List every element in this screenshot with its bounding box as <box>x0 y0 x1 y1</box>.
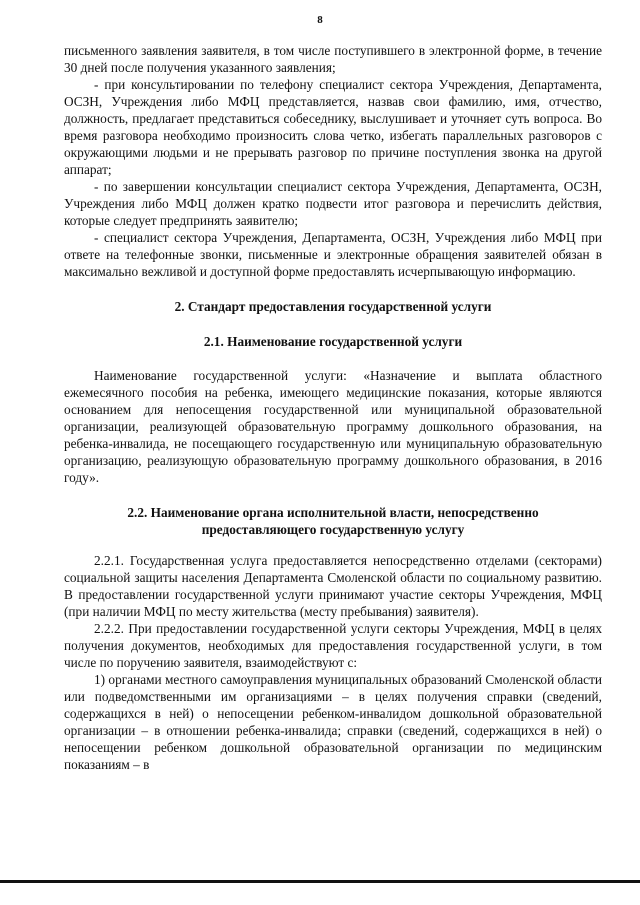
paragraph-service-name: Наименование государственной услуги: «Назначение и выплата областного ежемесячного пособия на ребенка, имеющего медицинские показания, которые являются основанием для непосещения государственной или муниципальной образовательной организации, реализующей образовательную программу дошкольного образования, на ребенка-инвалида, не посещающего государственную или муниципальную образовательную организацию, реализующую образовательную программу дошкольного образования, в 2016 году». <box>64 368 602 485</box>
page-number: 8 <box>317 14 323 26</box>
paragraph-2-2-1: 2.2.1. Государственная услуга предоставляется непосредственно отделами (секторами) социальной защиты населения Департамента Смоленской области по социальному развитию. В предоставлении государственной услуги принимают участие секторы Учреждения, МФЦ (при наличии МФЦ по месту жительства (месту пребывания) заявителя). <box>64 553 602 619</box>
paragraph-item-1: 1) органами местного самоуправления муниципальных образований Смоленской области или подведомственными им организациями – в целях получения справки (сведений, содержащихся в ней) о непосещении ребенком-инвалидом дошкольной образовательной организации – в отношении ребенка-инвалида; справки (сведений, содержащихся в ней) о непосещении ребенком дошкольной образовательной организации по медицинским показаниям – в <box>64 672 602 772</box>
paragraph-consultation-end: - по завершении консультации специалист сектора Учреждения, Департамента, ОСЗН, Учреждения либо МФЦ должен кратко подвести итог разговора и перечислить действия, которые следует предпринять заявителю; <box>64 179 602 228</box>
section-heading-standard: 2. Стандарт предоставления государственной услуги <box>174 299 492 314</box>
subsection-heading-service-name: 2.1. Наименование государственной услуги <box>203 334 463 349</box>
paragraph-phone-consulting: - при консультировании по телефону специалист сектора Учреждения, Департамента, ОСЗН, Учреждения либо МФЦ представляется, назвав свои фамилию, имя, отчество, должность, предлагает представиться собеседнику, выслушивает и уточняет суть вопроса. Во время разговора необходимо произносить слова четко, избегать параллельных разговоров с окружающими людьми и не прерывать разговор по причине поступления звонка на другой аппарат; <box>64 77 602 177</box>
paragraph-written-request: письменного заявления заявителя, в том числе поступившего в электронной форме, в течение 30 дней после получения указанного заявления; <box>64 43 602 75</box>
subsection-heading-authority-line2: предоставляющего государственную услугу <box>201 522 465 537</box>
document-body <box>64 42 602 773</box>
paragraph-2-2-2: 2.2.2. При предоставлении государственной услуги секторы Учреждения, МФЦ в целях получения документов, необходимых для предоставления государственной услуги, в том числе по поручению заявителя, взаимодействуют с: <box>64 621 602 670</box>
bottom-border-line <box>0 880 640 883</box>
subsection-heading-authority-line1: 2.2. Наименование органа исполнительной власти, непосредственно <box>127 505 539 520</box>
paragraph-specialist-answers: - специалист сектора Учреждения, Департамента, ОСЗН, Учреждения либо МФЦ при ответе на телефонные звонки, письменные и электронные обращения заявителей обязан в максимально вежливой и доступной форме предоставлять исчерпывающую информацию. <box>64 230 602 279</box>
